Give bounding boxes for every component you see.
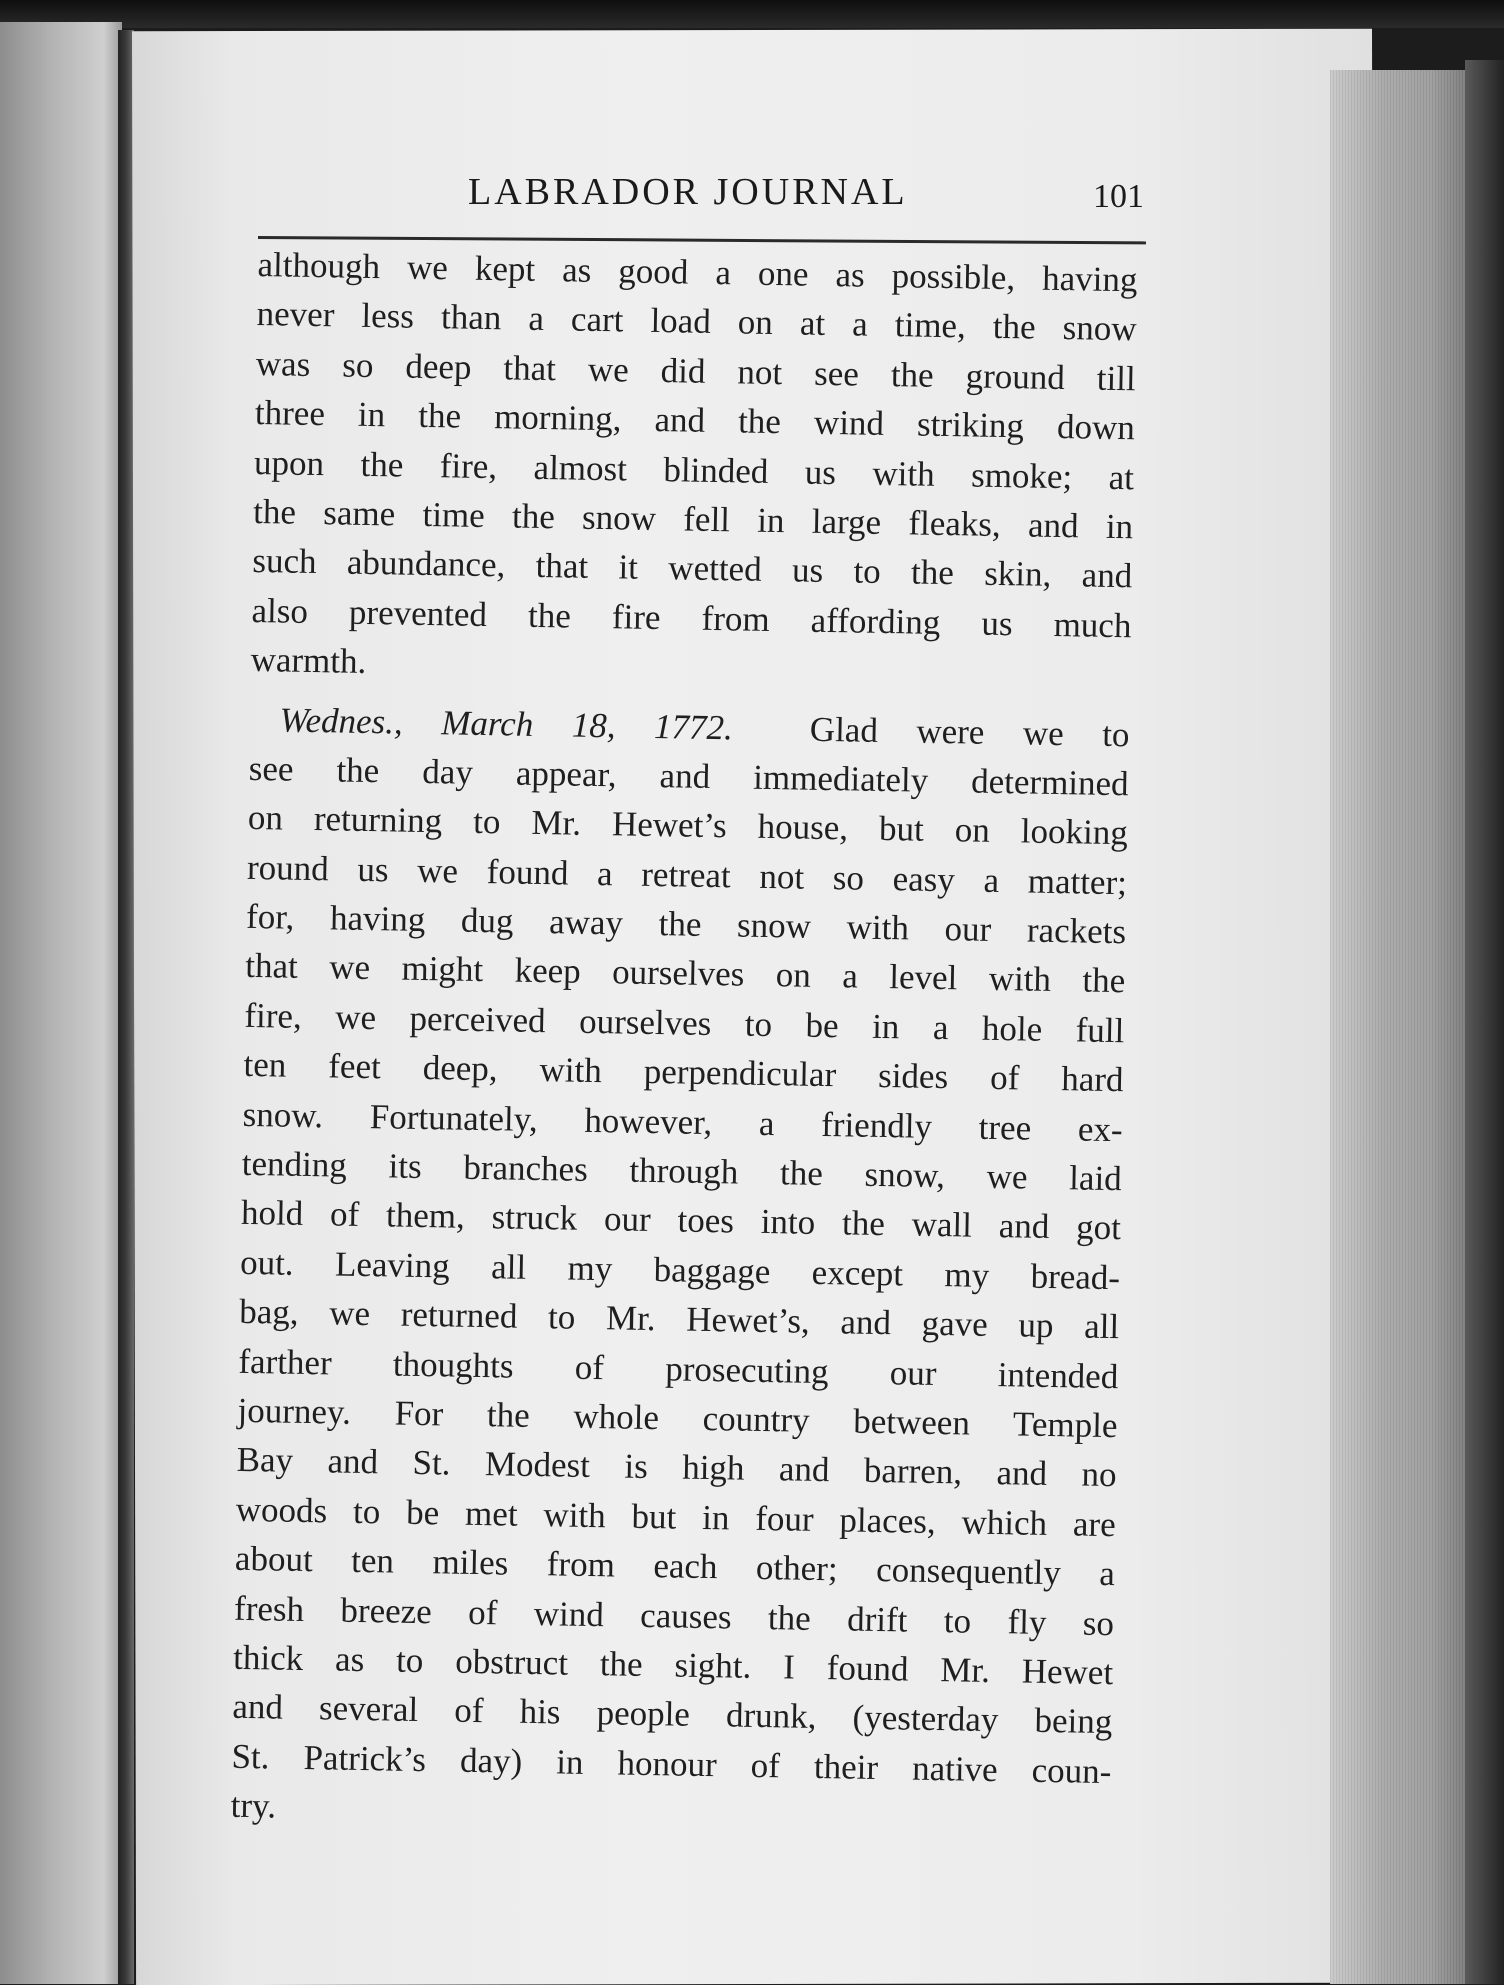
text-line: see the day appear, and immediately determined: [248, 748, 1129, 804]
facing-page-edge: [0, 22, 122, 1984]
text-line: although we kept as good a one as possible, having: [257, 244, 1138, 300]
text-line: Bay and St. Modest is high and barren, and no: [236, 1440, 1117, 1495]
text-line: fresh breeze of wind causes the drift to fly so: [233, 1588, 1115, 1643]
text-line: snow. Fortunately, however, a friendly tree ex-: [242, 1094, 1123, 1149]
text-line: tending its branches through the snow, we laid: [241, 1143, 1123, 1199]
text-line: never less than a cart load on at a time, the snow: [256, 294, 1137, 349]
entry-opening: Glad were we to: [809, 709, 1130, 754]
book-gutter: [118, 30, 134, 1984]
text-line: woods to be met with but in four places, which are: [235, 1489, 1117, 1544]
text-line: bag, we returned to Mr. Hewet’s, and gave up all: [238, 1292, 1120, 1347]
text-line: fire, we perceived ourselves to be in a hole full: [244, 995, 1125, 1051]
text-line: out. Leaving all my baggage except my bread-: [239, 1242, 1121, 1298]
text-line: warmth.: [250, 640, 367, 682]
paragraph-1: [250, 240, 1138, 700]
text-line: try.: [230, 1785, 277, 1826]
text-line: hold of them, struck our toes into the wall and got: [240, 1193, 1122, 1248]
text-line: three in the morning, and the wind striking down: [254, 393, 1136, 448]
fore-edge-shadow: [1465, 60, 1504, 1984]
text-line: and several of his people drunk, (yesterday being: [232, 1687, 1113, 1742]
text-line: the same time the snow fell in large fleaks, and in: [252, 491, 1134, 547]
entry-date: Wednes., March 18, 1772.: [279, 699, 734, 747]
scan-top-border: [0, 0, 1504, 28]
page-header: [258, 170, 1146, 232]
text-line: such abundance, that it wetted us to the skin, and: [252, 541, 1133, 596]
text-line: upon the fire, almost blinded us with smoke; at: [253, 442, 1135, 497]
text-line: for, having dug away the snow with our rackets: [245, 896, 1127, 952]
text-line: round us we found a retreat not so easy a matter;: [246, 847, 1128, 902]
text-line: farther thoughts of prosecuting our intended: [238, 1341, 1119, 1396]
text-line: journey. For the whole country between Temple: [237, 1390, 1118, 1446]
text-line: that we might keep ourselves on a level with the: [244, 946, 1126, 1001]
text-line: about ten miles from each other; consequently a: [234, 1538, 1116, 1594]
page-fore-edge: [1330, 70, 1465, 1984]
text-line: also prevented the fire from affording us much: [251, 590, 1132, 646]
text-line: thick as to obstruct the sight. I found Mr. Hewet: [232, 1637, 1114, 1693]
text-line: St. Patrick’s day) in honour of their native coun-: [231, 1736, 1112, 1791]
text-line: ten feet deep, with perpendicular sides of hard: [243, 1045, 1124, 1100]
page-number: 101: [1093, 178, 1144, 215]
running-head: LABRADOR JOURNAL: [468, 171, 908, 213]
paragraph-2: [230, 744, 1129, 1846]
body-text: [230, 240, 1138, 1846]
text-line: was so deep that we did not see the ground till: [255, 343, 1137, 399]
text-line: on returning to Mr. Hewet’s house, but on looking: [247, 798, 1129, 853]
